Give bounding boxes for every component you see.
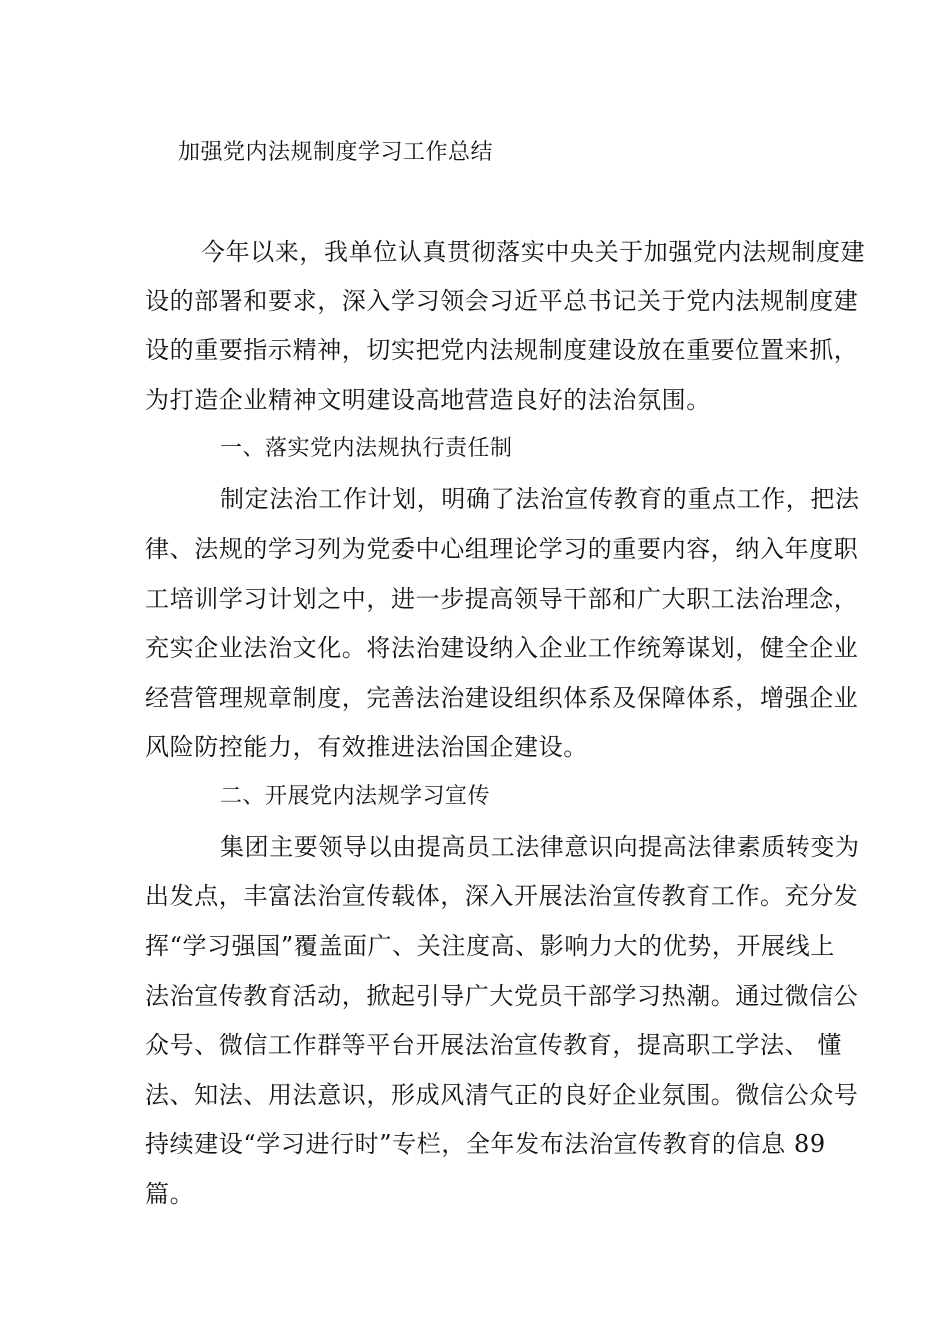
intro-line: 今年以来，我单位认真贯彻落实中央关于加强党内法规制度建 [201, 238, 866, 266]
paragraph-line: 工培训学习计划之中，进一步提高领导干部和广大职工法治理念， [145, 585, 859, 613]
intro-line: 设的重要指示精神，切实把党内法规制度建设放在重要位置来抓， [145, 336, 859, 364]
paragraph-line: 制定法治工作计划，明确了法治宣传教育的重点工作，把法 [220, 485, 860, 513]
paragraph-line: 出发点，丰富法治宣传载体，深入开展法治宣传教育工作。充分发 [145, 882, 859, 910]
section-heading: 二、开展党内法规学习宣传 [220, 784, 491, 809]
paragraph-line: 持续建设“学习进行时”专栏，全年发布法治宣传教育的信息 89 [145, 1130, 826, 1158]
paragraph-line: 篇。 [145, 1180, 195, 1208]
document-title: 加强党内法规制度学习工作总结 [178, 140, 494, 165]
paragraph-line: 充实企业法治文化。将法治建设纳入企业工作统筹谋划，健全企业 [145, 634, 859, 662]
paragraph-line: 众号、微信工作群等平台开展法治宣传教育，提高职工学法、 懂 [145, 1031, 843, 1059]
paragraph-line: 风险防控能力，有效推进法治国企建设。 [145, 733, 588, 761]
paragraph-line: 法、知法、用法意识，形成风清气正的良好企业氛围。微信公众号 [145, 1081, 859, 1109]
paragraph-line: 律、法规的学习列为党委中心组理论学习的重要内容，纳入年度职 [145, 535, 859, 563]
paragraph-line: 集团主要领导以由提高员工法律意识向提高法律素质转变为 [220, 833, 860, 861]
paragraph-line: 法治宣传教育活动，掀起引导广大党员干部学习热潮。通过微信公 [145, 982, 859, 1010]
paragraph-line: 经营管理规章制度，完善法治建设组织体系及保障体系，增强企业 [145, 684, 859, 712]
intro-line: 为打造企业精神文明建设高地营造良好的法治氛围。 [145, 386, 711, 414]
section-heading: 一、落实党内法规执行责任制 [220, 436, 513, 461]
paragraph-line: 挥“学习强国”覆盖面广、关注度高、影响力大的优势，开展线上 [145, 932, 835, 960]
intro-line: 设的部署和要求，深入学习领会习近平总书记关于党内法规制度建 [145, 287, 859, 315]
